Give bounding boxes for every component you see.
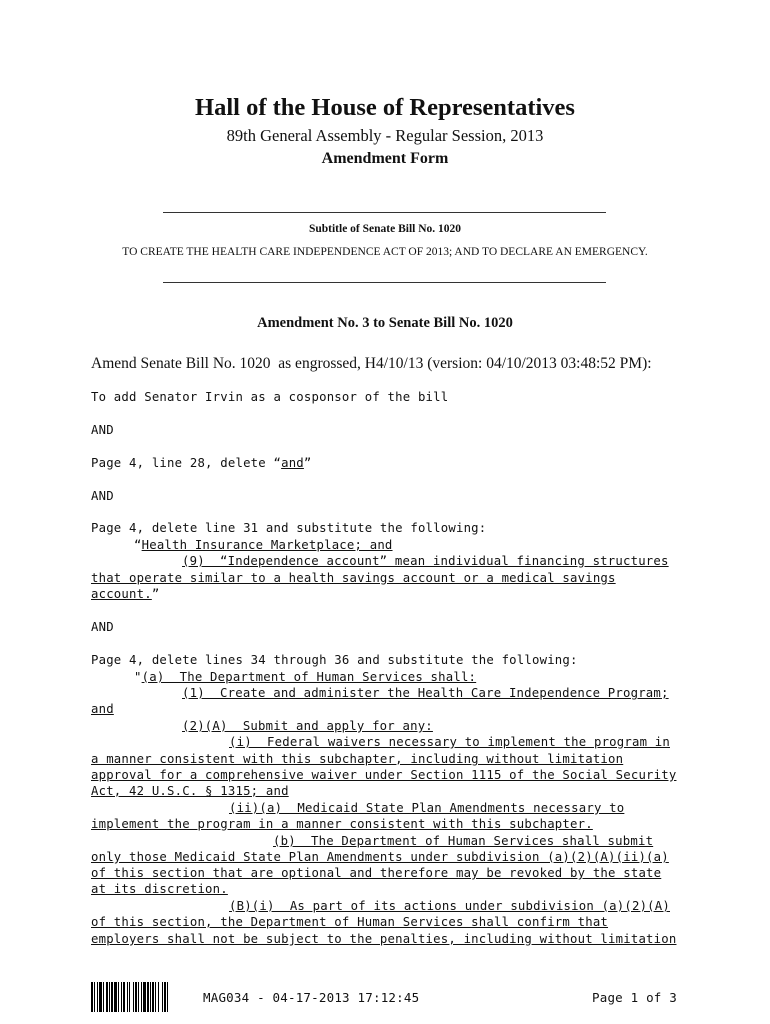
body-text: “ <box>134 538 142 552</box>
inserted-line: (i) Federal waivers necessary to implement the program in <box>229 735 670 749</box>
inserted-line: of this section, the Department of Human Services shall confirm that <box>91 915 609 929</box>
inserted-line: and <box>91 702 114 716</box>
footer-code: MAG034 - 04-17-2013 17:12:45 <box>203 990 420 1005</box>
barcode-stripe <box>168 982 170 1012</box>
body-line <box>91 456 312 470</box>
form-title: Amendment Form <box>321 150 449 167</box>
inserted-text: Health Insurance Marketplace; and <box>141 538 393 552</box>
and-separator: AND <box>91 423 114 437</box>
inserted-line: only those Medicaid State Plan Amendments under subdivision (a)(2)(A)(ii)(a) <box>91 850 669 864</box>
body-line: Page 4, delete lines 34 through 36 and substitute the following: <box>91 653 578 667</box>
body-line: To add Senator Irvin as a cosponsor of the bill <box>91 390 449 404</box>
inserted-line: of this section that are optional and therefore may be revoked by the state <box>91 866 662 880</box>
deleted-word: and <box>281 456 304 470</box>
inserted-line: (ii)(a) Medicaid State Plan Amendments necessary to <box>229 801 625 815</box>
inserted-line: (1) Create and administer the Health Care Independence Program; <box>182 686 669 700</box>
inserted-line: approval for a comprehensive waiver under Section 1115 of the Social Security <box>91 768 677 782</box>
body-text: ” <box>303 456 312 470</box>
inserted-text: (a) The Department of Human Services shall: <box>141 670 477 684</box>
and-separator: AND <box>91 489 114 503</box>
inserted-line: a manner consistent with this subchapter, including without limitation <box>91 752 624 766</box>
barcode-image <box>91 982 183 1012</box>
page-title: Hall of the House of Representatives <box>195 94 575 121</box>
inserted-line <box>134 670 476 684</box>
and-separator: AND <box>91 620 114 634</box>
divider-bottom <box>163 282 606 283</box>
page-number: Page 1 of 3 <box>592 990 677 1005</box>
body-text: " <box>134 670 142 684</box>
amend-instruction: Amend Senate Bill No. 1020 as engrossed, H4/10/13 (version: 04/10/2013 03:48:52 PM): <box>91 355 652 372</box>
body-line: Page 4, delete line 31 and substitute the following: <box>91 521 487 535</box>
inserted-line: (B)(i) As part of its actions under subdivision (a)(2)(A) <box>229 899 670 913</box>
inserted-line: at its discretion. <box>91 882 228 896</box>
inserted-line: implement the program in a manner consistent with this subchapter. <box>91 817 593 831</box>
inserted-line: that operate similar to a health savings account or a medical savings <box>91 571 616 585</box>
session-line: 89th General Assembly - Regular Session, 2013 <box>226 126 544 145</box>
inserted-line: employers shall not be subject to the penalties, including without limitation <box>91 932 677 946</box>
inserted-line <box>91 587 159 601</box>
inserted-line <box>134 538 393 552</box>
body-text: ” <box>151 587 160 601</box>
subtitle-label: Subtitle of Senate Bill No. 1020 <box>308 223 462 235</box>
inserted-line: (9) “Independence account” mean individual financing structures <box>182 554 669 568</box>
amendment-heading: Amendment No. 3 to Senate Bill No. 1020 <box>257 315 513 331</box>
divider-top <box>163 212 606 213</box>
body-text: Page 4, line 28, delete “ <box>91 456 282 470</box>
inserted-line: (b) The Department of Human Services shall submit <box>273 834 654 848</box>
inserted-line: Act, 42 U.S.C. § 1315; and <box>91 784 289 798</box>
subtitle-text: TO CREATE THE HEALTH CARE INDEPENDENCE ACT OF 2013; AND TO DECLARE AN EMERGENCY. <box>122 246 648 258</box>
inserted-line: (2)(A) Submit and apply for any: <box>182 719 433 733</box>
inserted-text: account. <box>91 587 152 601</box>
